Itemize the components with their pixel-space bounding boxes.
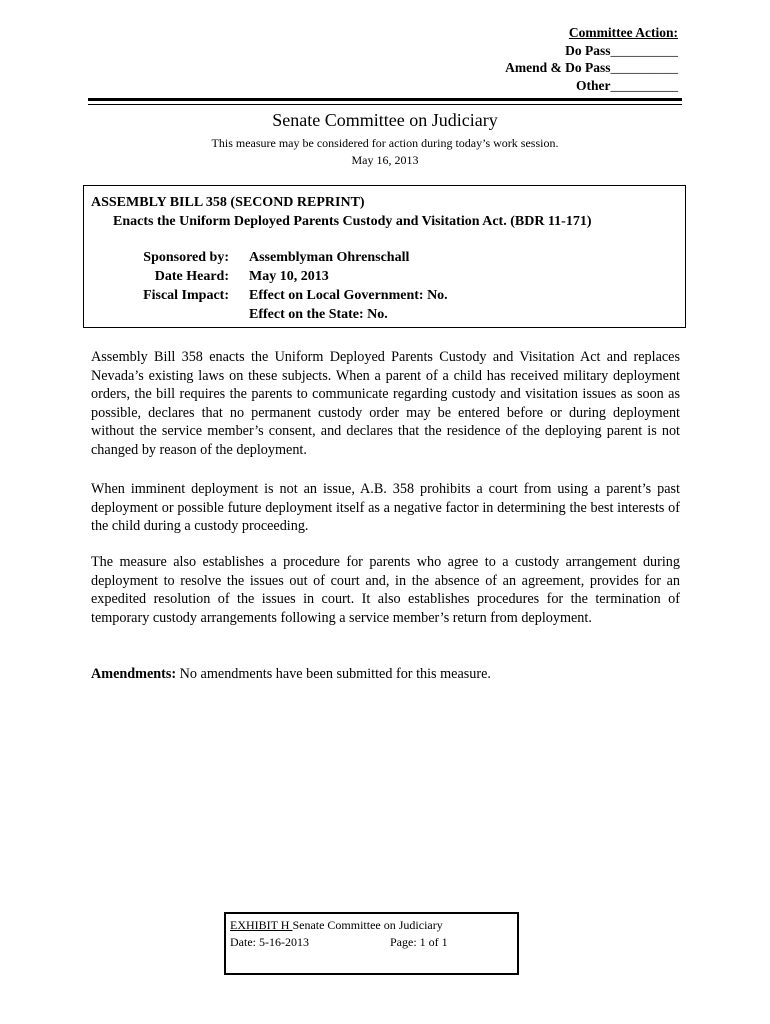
other-label: Other — [576, 77, 611, 93]
summary-paragraph-3: The measure also establishes a procedure for parents who agree to a custody arrangement during deployment to resolve the issues out of court and, in the absence of an agreement, provides for an expedited resolution of the issues in court. It also establishes procedures for the termination of temporary custody arrangements following a service member’s return from deployment. — [91, 554, 680, 626]
amendments-paragraph — [91, 665, 680, 684]
fiscal-impact-label: Fiscal Impact: — [143, 288, 229, 303]
work-session-notice: This measure may be considered for action during today’s work session. — [211, 136, 559, 150]
committee-action-block — [505, 24, 678, 94]
exhibit-stamp — [224, 912, 519, 975]
amend-do-pass-line — [505, 59, 678, 77]
other-blank: __________ — [610, 77, 678, 93]
do-pass-label: Do Pass — [565, 42, 611, 58]
do-pass-line — [505, 42, 678, 60]
amend-do-pass-blank: __________ — [610, 60, 678, 75]
bill-summary-box — [83, 185, 686, 328]
date-heard-label: Date Heard: — [154, 269, 229, 284]
exhibit-id: EXHIBIT H — [230, 918, 293, 932]
exhibit-committee: Senate Committee on Judiciary — [292, 918, 443, 932]
committee-name: Senate Committee on Judiciary — [272, 110, 498, 130]
other-line — [505, 77, 678, 95]
header-rule-thin — [88, 104, 682, 105]
summary-paragraph-1: Assembly Bill 358 enacts the Uniform Deployed Parents Custody and Visitation Act and replaces Nevada’s existing laws on these subjects. When a parent of a child has received military deployment orders, the bill requires the parents to communicate regarding custody and visitation issues as soon as possible, declares that no permanent custody order may be entered before or during deployment without the service member’s consent, and declares that the residence of the deploying parent is not changed by reason of the deployment. — [91, 349, 680, 458]
bill-description: Enacts the Uniform Deployed Parents Custody and Visitation Act. (BDR 11-171) — [113, 214, 592, 229]
amendments-label: Amendments: — [91, 666, 177, 682]
amend-do-pass-label: Amend & Do Pass — [505, 60, 611, 75]
date-heard-value: May 10, 2013 — [249, 269, 329, 284]
summary-paragraph-2: When imminent deployment is not an issue, A.B. 358 prohibits a court from using a parent’s past deployment or possible future deployment itself as a negative factor in determining the best interests of the child during a custody proceeding. — [91, 481, 680, 535]
exhibit-page: Page: 1 of 1 — [390, 935, 448, 949]
sponsored-by-label: Sponsored by: — [143, 250, 229, 265]
exhibit-line-1 — [230, 918, 443, 933]
bill-title: ASSEMBLY BILL 358 (SECOND REPRINT) — [91, 195, 365, 210]
session-date: May 16, 2013 — [351, 153, 419, 167]
fiscal-state-value: Effect on the State: No. — [249, 307, 388, 322]
header-rule-thick — [88, 98, 682, 101]
sponsored-by-value: Assemblyman Ohrenschall — [249, 250, 410, 265]
exhibit-date: Date: 5-16-2013 — [230, 935, 309, 949]
committee-action-title: Committee Action: — [568, 25, 678, 40]
fiscal-local-value: Effect on Local Government: No. — [249, 288, 448, 303]
amendments-text: No amendments have been submitted for this measure. — [179, 666, 491, 682]
do-pass-blank: __________ — [610, 42, 678, 58]
